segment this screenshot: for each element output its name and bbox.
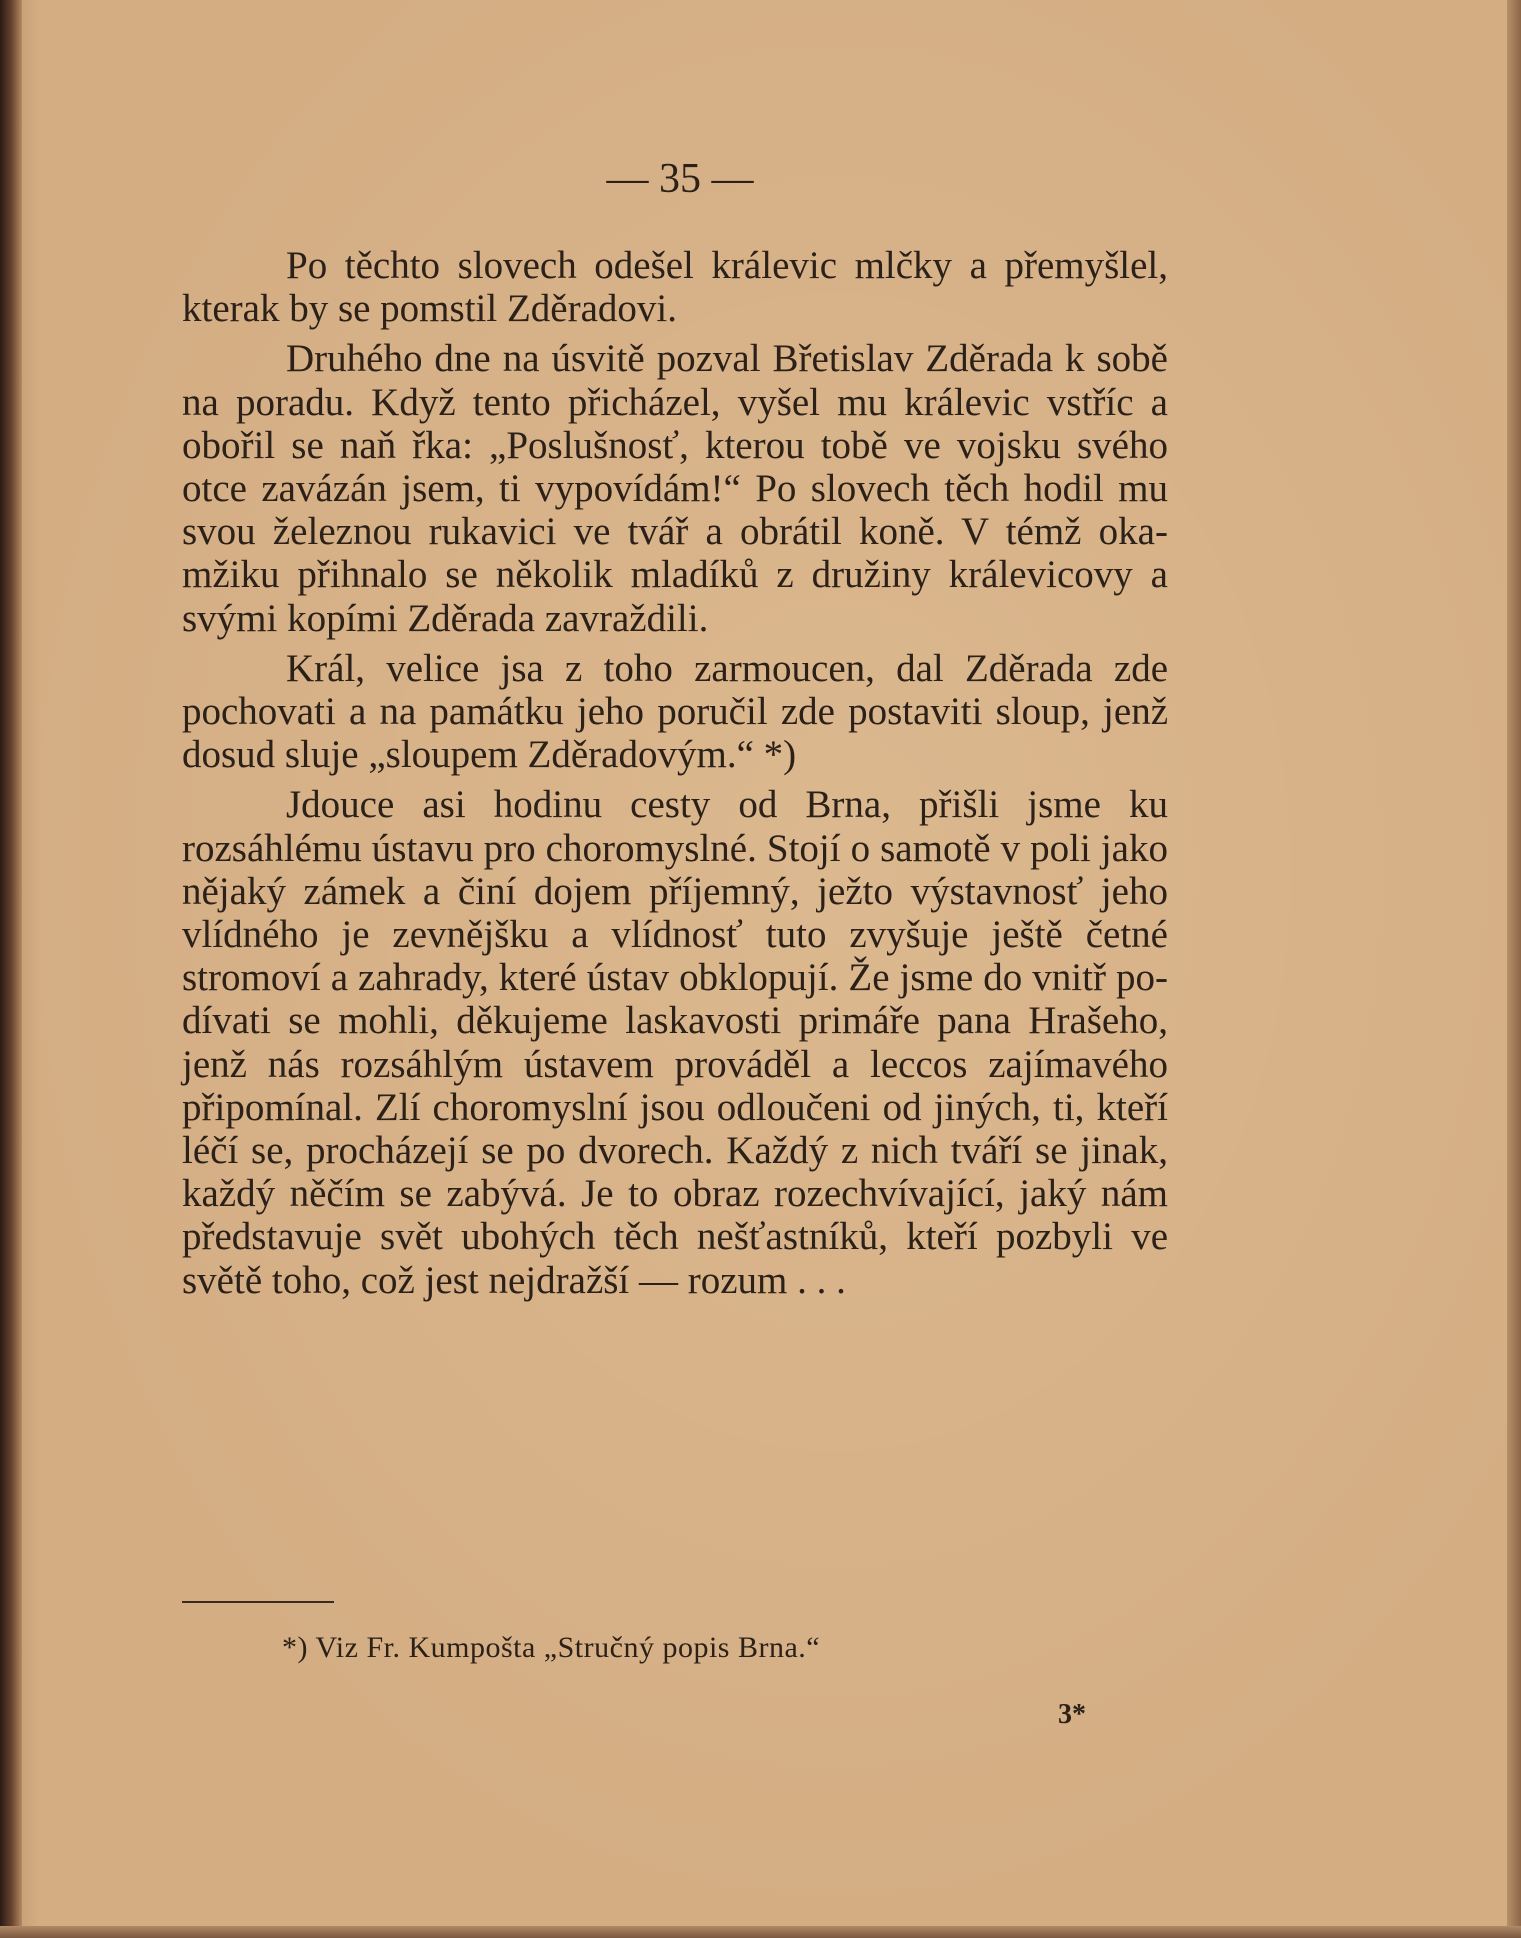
paragraph: Král, velice jsa z toho zarmoucen, dal Zděrada zde pochovati a na památku jeho poručil zde postaviti sloup, jenž dosud sluje „sloupem Zděradovým.“ *) — [182, 646, 1168, 777]
paragraph: Po těchto slovech odešel králevic mlčky a přemyšlel, kterak by se pomstil Zděradovi. — [182, 244, 1168, 331]
paragraph: Jdouce asi hodinu cesty od Brna, přišli jsme ku rozsáhlému ústavu pro choromyslné. Stojí o samotě v poli jako nějaký zámek a činí dojem příjemný, ježto výstavnosť jeho vlídného je zevnějšku a vlídnosť tuto zvyšuje ještě četné stromoví a zahrady, které ústav obklopují. Že jsme do vnitř podívati se mohli, děkujeme laskavosti primáře pana Hrašeho, jenž nás rozsáhlým ústavem prováděl a leccos zajímavého připomínal. Zlí choromyslní jsou odloučeni od jiných, ti, kteří léčí se, procházejí se po dvorech. Každý z nich tváří se jinak, každý něčím se zabývá. Je to obraz rozechvívající, jaký nám představuje svět ubohých těch nešťastníků, kteří pozbyli ve světě toho, což jest nejdražší — rozum . . . — [182, 783, 1168, 1302]
signature-mark: 3* — [1058, 1699, 1086, 1730]
footnote: *) Viz Fr. Kumpošta „Stručný popis Brna.“ — [282, 1631, 821, 1664]
footnote-divider — [182, 1601, 334, 1603]
page-edge-right — [1507, 0, 1521, 1938]
page-number: — 35 — — [606, 156, 754, 202]
body-text — [182, 244, 1168, 1309]
paragraph: Druhého dne na úsvitě pozval Břetislav Zděrada k sobě na poradu. Když tento přicházel, vyšel mu králevic vstříc a obořil se naň řka: „Poslušnosť, kterou tobě ve vojsku svého otce zavázán jsem, ti vypovídám!“ Po slovech těch hodil mu svou železnou rukavici ve tvář a obrátil koně. V témž okamžiku přihnalo se několik mladíků z družiny králevicovy a svými kopími Zděrada zavraždili. — [182, 337, 1168, 640]
page-edge-bottom — [0, 1926, 1521, 1938]
book-spine-shadow — [0, 0, 22, 1938]
